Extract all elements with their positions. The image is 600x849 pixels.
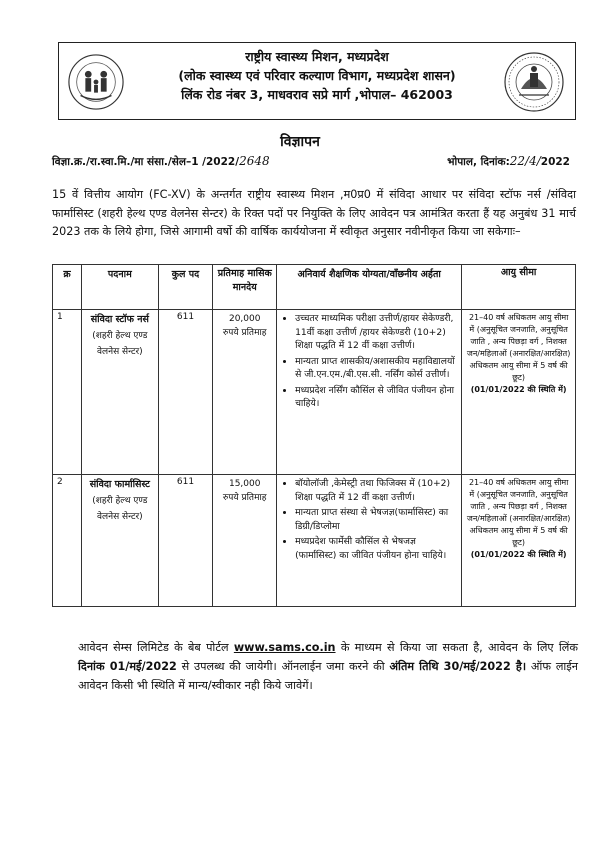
col-header-qualification: अनिवार्य शैक्षणिक योग्यता/वाँछनीय अर्हता xyxy=(277,265,462,310)
start-date: दिनांक 01/मई/2022 xyxy=(78,660,177,673)
col-header-pay: प्रतिमाह मासिक मानदेय xyxy=(213,265,277,310)
org-name: राष्ट्रीय स्वास्थ्य मिशन, मध्यप्रदेश xyxy=(245,49,389,64)
col-header-age: आयु सीमा xyxy=(462,265,576,310)
row-no: 1 xyxy=(53,310,82,475)
org-address: लिंक रोड नंबर 3, माधवराव सप्रे मार्ग ,भोपाल– 462003 xyxy=(181,87,453,102)
col-header-no: क्र xyxy=(53,265,82,310)
qualification-item: • मान्यता प्राप्त शासकीय/अशासकीय महाविद्यालयों से जी.एन.एम./बी.एस.सी. नर्सिंग कोर्स उत्तीर्ण। xyxy=(295,355,457,382)
table-row xyxy=(53,310,576,475)
nhm-logo xyxy=(67,53,125,111)
sams-portal-link[interactable]: www.sams.co.in xyxy=(233,641,336,654)
table-row xyxy=(53,475,576,607)
col-header-post: पदनाम xyxy=(82,265,158,310)
table-header-row xyxy=(53,265,576,310)
last-date: अंतिम तिथि 30/मई/2022 है। xyxy=(389,660,527,673)
letterhead-text xyxy=(139,47,495,104)
row-qualification xyxy=(277,310,462,475)
row-pay: 20,000 रुपये प्रतिमाह xyxy=(213,310,277,475)
row-age-limit: 21–40 वर्ष अधिकतम आयु सीमा में (अनुसूचित जनजाति, अनुसूचित जाति , अन्य पिछड़ा वर्ग , निशक्त जन/महिलाओं (अनारक्षित/आरक्षित) अधिकतम आयु सीमा में 5 वर्ष की छूट) (01/01/2022 की स्थिति में) xyxy=(462,475,576,607)
state-emblem-seal xyxy=(503,49,565,115)
advert-title: विज्ञापन xyxy=(280,134,320,150)
row-pay: 15,000 रुपये प्रतिमाह xyxy=(213,475,277,607)
reference-number: विज्ञा.क्र./रा.स्वा.मि./मा संसा./सेल–1 /2022/2648 xyxy=(52,154,270,168)
qualification-item: • मान्यता प्राप्त संस्था से भेषजज्ञ(फार्मासिस्ट) का डिग्री/डिप्लोमा xyxy=(295,506,457,533)
row-count: 611 xyxy=(158,310,213,475)
qualification-item: • मध्यप्रदेश फार्मेसी कौसिंल से भेषजज्ञ (फार्मासिस्ट) का जीवित पंजीयन होना चाहिये। xyxy=(295,535,457,562)
qualification-item: • बॉयोलॉजी ,केमेस्ट्री तथा फिजिक्स में (10+2) शिक्षा पद्धति में 12 वीं कक्षा उत्तीर्ण। xyxy=(295,477,457,504)
place-date: भोपाल, दिनांक:22/4/2022 xyxy=(447,154,570,168)
row-qualification xyxy=(277,475,462,607)
qualification-item: • मध्यप्रदेश नर्सिंग कौसिंल से जीवित पंजीयन होना चाहिये। xyxy=(295,384,457,411)
intro-paragraph: 15 वें वित्तीय आयोग (FC-XV) के अन्तर्गत राष्ट्रीय स्वास्थ्य मिशन ,म0प्र0 में संविदा आधार पर संविदा स्टॉफ नर्स /संविदा फार्मासिस्ट (शहरी हेल्थ एण्ड वेलनेस सेन्टर) के रिक्त पदों पर नियुक्ति के लिए आवेदन पत्र आमंत्रित करता हैं यह अनुबंध 31 मार्च 2023 तक के लिये होगा, जिसे आगामी वर्षो की वार्षिक कार्ययोजना में स्वीकृत अनुसार नवीनीकृत किया जा सकेगाः– xyxy=(52,188,576,238)
row-count: 611 xyxy=(158,475,213,607)
row-post: संविदा स्टॉफ नर्स (शहरी हेल्थ एण्ड वेलनेस सेन्टर) xyxy=(82,310,158,475)
col-header-count: कुल पद xyxy=(158,265,213,310)
posts-table xyxy=(52,264,576,607)
handwritten-date: 22/4/ xyxy=(509,154,541,168)
application-instructions: आवेदन सेम्स लिमिटेड के बेब पोर्टल www.sams.co.in के माध्यम से किया जा सकता है, आवेदन के लिए लिंक दिनांक 01/मई/2022 से उपलब्ध की जायेगी। ऑनलाईन जमा करने की अंतिम तिथि 30/मई/2022 है। ऑफ लाईन आवेदन किसी भी स्थिति में मान्य/स्वीकार नही किये जावेगें। xyxy=(78,641,579,692)
row-age-limit: 21–40 वर्ष अधिकतम आयु सीमा में (अनुसूचित जनजाति, अनुसूचित जाति , अन्य पिछड़ा वर्ग , निशक्त जन/महिलाओं (अनारक्षित/आरक्षित) अधिकतम आयु सीमा में 5 वर्ष की छूट) (01/01/2022 की स्थिति में) xyxy=(462,310,576,475)
qualification-item: • उच्चतर माध्यमिक परीक्षा उत्तीर्ण/हायर सेकेण्डरी, 11वीं कक्षा उत्तीर्ण /हायर सेकेण्डरी (10+2) शिक्षा पद्धति में 12 वीं कक्षा उत्तीर्ण। xyxy=(295,312,457,353)
handwritten-number: 2648 xyxy=(239,154,270,168)
org-department: (लोक स्वास्थ्य एवं परिवार कल्याण विभाग, मध्यप्रदेश शासन) xyxy=(178,68,456,83)
row-post: संविदा फार्मासिस्ट (शहरी हेल्थ एण्ड वेलनेस सेन्टर) xyxy=(82,475,158,607)
letterhead xyxy=(58,42,576,120)
row-no: 2 xyxy=(53,475,82,607)
